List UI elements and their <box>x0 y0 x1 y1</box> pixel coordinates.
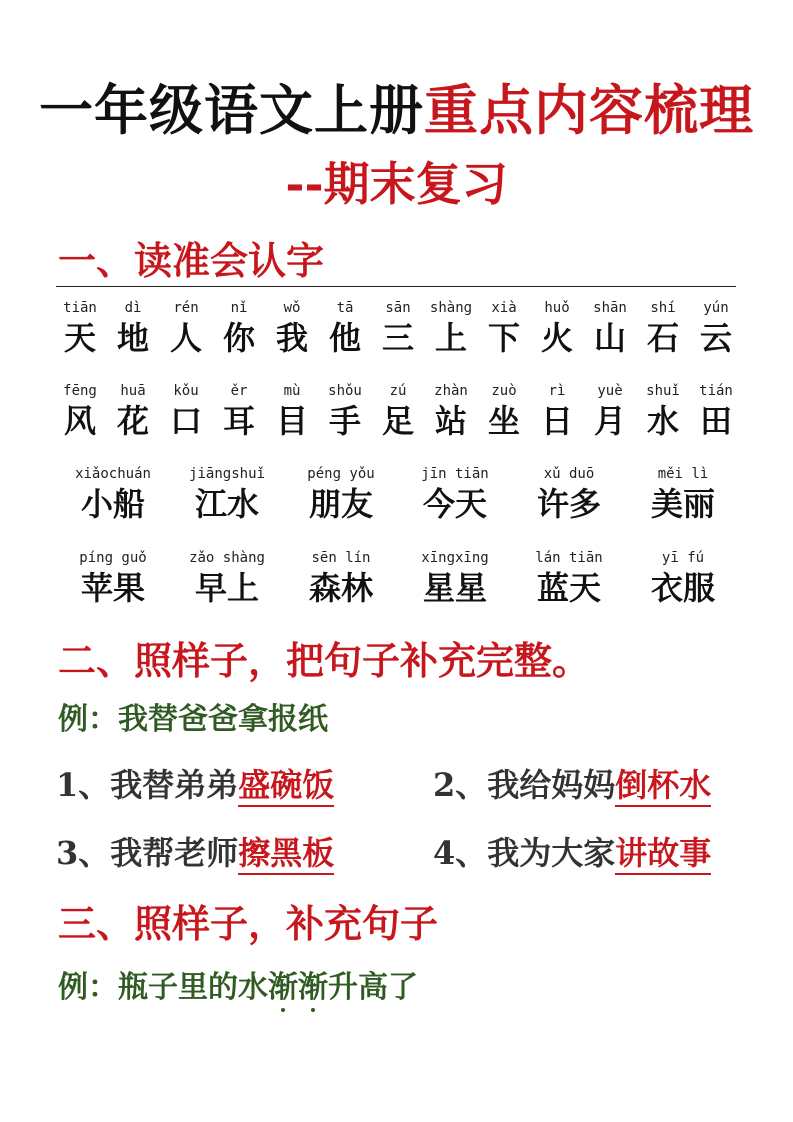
word-item <box>398 464 512 524</box>
pinyin: xǔ duō <box>543 466 595 482</box>
char-item <box>374 298 422 358</box>
answer-3 <box>56 828 334 874</box>
title-part-2: 重点内容梳理 <box>424 78 754 142</box>
hanzi-word: 衣服 <box>650 569 715 607</box>
word-row-2 <box>56 548 740 608</box>
pinyin: xià <box>491 300 517 316</box>
char-item <box>533 298 581 358</box>
hanzi-character: 你 <box>222 319 255 357</box>
hanzi-character: 风 <box>63 402 96 440</box>
section-1-heading: 一、读准会认字 <box>58 238 325 283</box>
pinyin: huǒ <box>544 300 570 316</box>
pinyin: xiǎochuán <box>75 466 151 482</box>
pinyin: tiān <box>63 300 97 316</box>
hanzi-character: 云 <box>699 319 732 357</box>
char-item <box>586 298 634 358</box>
pinyin: huā <box>120 383 146 399</box>
pinyin: xīngxīng <box>421 550 489 566</box>
hanzi-character: 石 <box>646 319 679 357</box>
word-item <box>512 464 626 524</box>
answer-fill: 擦黑板 <box>238 834 334 875</box>
hanzi-character: 田 <box>699 402 732 440</box>
word-item <box>56 464 170 524</box>
answer-fill: 讲故事 <box>615 834 711 875</box>
hanzi-character: 坐 <box>487 402 520 440</box>
hanzi-character: 火 <box>540 319 573 357</box>
char-item <box>56 298 104 358</box>
hanzi-character: 耳 <box>222 402 255 440</box>
hanzi-word: 星星 <box>422 569 487 607</box>
pinyin: zǎo shàng <box>189 550 265 566</box>
hanzi-word: 美丽 <box>650 485 715 523</box>
hanzi-character: 水 <box>646 402 679 440</box>
title-part-1: 一年级语文上册 <box>39 78 424 142</box>
divider-line <box>56 286 736 287</box>
pinyin: tā <box>336 300 354 316</box>
hanzi-character: 我 <box>275 319 308 357</box>
hanzi-character: 天 <box>63 319 96 357</box>
word-item <box>284 464 398 524</box>
answer-prefix: 3、我帮老师 <box>56 834 239 872</box>
char-item <box>480 381 528 441</box>
hanzi-character: 山 <box>593 319 626 357</box>
pinyin: jiāngshuǐ <box>189 466 265 482</box>
char-item <box>215 298 263 358</box>
dotted-char: 渐 <box>268 962 298 1006</box>
hanzi-character: 口 <box>169 402 202 440</box>
char-row-2 <box>56 381 740 441</box>
pinyin: shuǐ <box>646 383 680 399</box>
word-item <box>56 548 170 608</box>
hanzi-character: 下 <box>487 319 520 357</box>
hanzi-word: 苹果 <box>80 569 145 607</box>
pinyin: sēn lín <box>311 550 371 566</box>
hanzi-word: 朋友 <box>308 485 373 523</box>
page-subtitle: --期末复习 <box>285 157 508 211</box>
pinyin: fēng <box>63 383 97 399</box>
word-item <box>284 548 398 608</box>
hanzi-character: 站 <box>434 402 467 440</box>
pinyin: wǒ <box>283 300 301 316</box>
char-item <box>162 381 210 441</box>
hanzi-word: 江水 <box>194 485 259 523</box>
pinyin: yī fú <box>661 550 705 566</box>
example-text-after: 升高了 <box>328 970 418 1005</box>
word-item <box>512 548 626 608</box>
hanzi-word: 早上 <box>194 569 259 607</box>
word-item <box>170 548 284 608</box>
pinyin: jīn tiān <box>421 466 489 482</box>
char-item <box>162 298 210 358</box>
answer-4 <box>433 828 711 874</box>
pinyin: tián <box>699 383 733 399</box>
char-item <box>692 381 740 441</box>
pinyin: shàng <box>429 300 473 316</box>
pinyin: sān <box>385 300 411 316</box>
hanzi-character: 月 <box>593 402 626 440</box>
answer-fill: 倒杯水 <box>615 766 711 807</box>
answer-1 <box>56 760 334 806</box>
word-item <box>170 464 284 524</box>
char-item <box>427 381 475 441</box>
char-item <box>109 298 157 358</box>
section-2-heading: 二、照样子，把句子补充完整。 <box>58 638 591 683</box>
hanzi-character: 足 <box>381 402 414 440</box>
char-item <box>215 381 263 441</box>
char-item <box>109 381 157 441</box>
pinyin: nǐ <box>230 300 248 316</box>
hanzi-character: 他 <box>328 319 361 357</box>
hanzi-word: 许多 <box>536 485 601 523</box>
char-item <box>480 298 528 358</box>
char-item <box>533 381 581 441</box>
char-item <box>321 381 369 441</box>
pinyin: píng guǒ <box>79 550 147 566</box>
page-title <box>0 68 793 145</box>
hanzi-character: 花 <box>116 402 149 440</box>
pinyin: lán tiān <box>535 550 603 566</box>
pinyin: ěr <box>230 383 248 399</box>
char-item <box>321 298 369 358</box>
word-item <box>398 548 512 608</box>
answer-prefix: 2、我给妈妈 <box>433 766 616 804</box>
pinyin: yuè <box>597 383 623 399</box>
pinyin: shǒu <box>328 383 362 399</box>
char-item <box>374 381 422 441</box>
hanzi-word: 蓝天 <box>536 569 601 607</box>
hanzi-character: 上 <box>434 319 467 357</box>
answer-fill: 盛碗饭 <box>238 766 334 807</box>
hanzi-character: 日 <box>540 402 573 440</box>
hanzi-character: 三 <box>381 319 414 357</box>
pinyin: dì <box>124 300 142 316</box>
pinyin: yún <box>703 300 729 316</box>
dotted-char: 渐 <box>298 962 328 1006</box>
hanzi-word: 小船 <box>80 485 145 523</box>
char-item <box>639 298 687 358</box>
word-item <box>626 548 740 608</box>
word-row-1 <box>56 464 740 524</box>
pinyin: péng yǒu <box>307 466 375 482</box>
pinyin: shí <box>650 300 676 316</box>
answer-2 <box>433 760 711 806</box>
example-text-before: 例：瓶子里的水 <box>58 970 268 1005</box>
hanzi-character: 地 <box>116 319 149 357</box>
pinyin: zuò <box>491 383 517 399</box>
pinyin: zú <box>389 383 407 399</box>
hanzi-word: 森林 <box>308 569 373 607</box>
pinyin: rì <box>548 383 566 399</box>
pinyin: mù <box>283 383 301 399</box>
char-item <box>427 298 475 358</box>
hanzi-character: 人 <box>169 319 202 357</box>
char-item <box>268 298 316 358</box>
answer-prefix: 4、我为大家 <box>433 834 616 872</box>
pinyin: měi lì <box>657 466 709 482</box>
char-row-1 <box>56 298 740 358</box>
pinyin: rén <box>173 300 199 316</box>
section-2-example: 例：我替爸爸拿报纸 <box>58 702 328 737</box>
section-3-heading: 三、照样子，补充句子 <box>58 901 439 946</box>
word-item <box>626 464 740 524</box>
char-item <box>639 381 687 441</box>
char-item <box>56 381 104 441</box>
pinyin: kǒu <box>173 383 199 399</box>
section-3-example <box>58 962 418 1006</box>
hanzi-character: 目 <box>275 402 308 440</box>
pinyin: shān <box>593 300 627 316</box>
char-item <box>268 381 316 441</box>
char-item <box>586 381 634 441</box>
hanzi-word: 今天 <box>422 485 487 523</box>
char-item <box>692 298 740 358</box>
hanzi-character: 手 <box>328 402 361 440</box>
answer-prefix: 1、我替弟弟 <box>56 766 239 804</box>
pinyin: zhàn <box>434 383 468 399</box>
